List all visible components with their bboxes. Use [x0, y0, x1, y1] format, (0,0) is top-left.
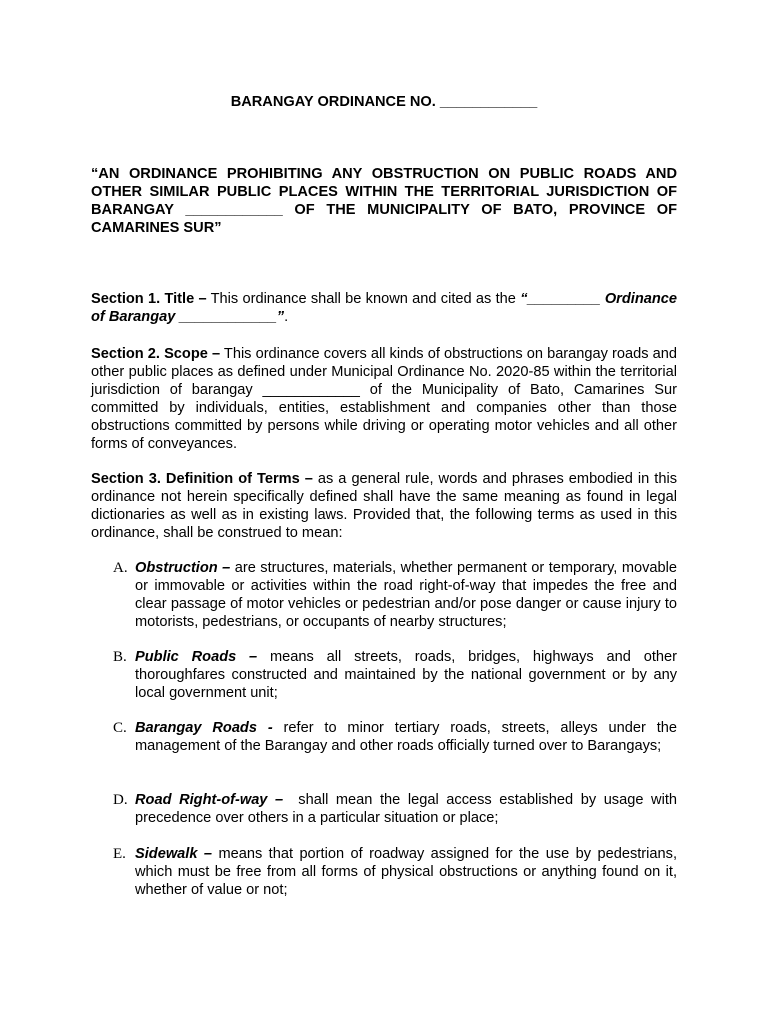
definition-text: refer to minor tertiary roads, streets, alleys under the management of the Barangay and other roads officially turned over to Barangays; [135, 720, 677, 754]
section-2-heading: Section 2. Scope – [91, 346, 221, 362]
ordinance-title: BARANGAY ORDINANCE NO. ____________ [230, 94, 538, 110]
section-1-end: . [284, 309, 289, 325]
definition-letter: E. [113, 846, 126, 862]
definition-body [135, 719, 677, 755]
section-1-heading: Section 1. Title – [91, 291, 207, 307]
definition-body [135, 648, 677, 702]
definition-term: Obstruction – [135, 560, 231, 576]
definition-term: Road Right-of-way – [135, 792, 284, 808]
definition-term: Barangay Roads - [135, 720, 273, 736]
ordinance-subtitle: “AN ORDINANCE PROHIBITING ANY OBSTRUCTION ON PUBLIC ROADS AND OTHER SIMILAR PUBLIC PLACES WITHIN THE TERRITORIAL JURISDICTION OF BARANGAY ____________ OF THE MUNICIPALITY OF BATO, PROVINCE OF CAMARINES SUR” [91, 166, 677, 236]
section-2-text: This ordinance covers all kinds of obstructions on barangay roads and other public places as defined under Municipal Ordinance No. 2020-85 within the territorial jurisdiction of barangay ____________ of the Municipality of Bato, Camarines Sur committed by individuals, entities, establishment and companies other than those obstructions committed by persons while driving or operating motor vehicles and all other forms of conveyances. [91, 346, 677, 452]
definition-body [135, 559, 677, 631]
definition-text: means all streets, roads, bridges, highways and other thoroughfares constructed and maintained by the national government or by any local government unit; [135, 649, 677, 701]
definition-term: Public Roads – [135, 649, 258, 665]
definition-term: Sidewalk – [135, 846, 213, 862]
definition-text: shall mean the legal access established by usage with precedence over others in a particular situation or place; [135, 792, 682, 826]
section-3-heading: Section 3. Definition of Terms – [91, 471, 313, 487]
definition-letter: A. [113, 560, 128, 576]
section-1-title [91, 290, 677, 326]
definition-body [135, 791, 682, 827]
section-1-cited-title: “_________ Ordinance of Barangay ____________” [91, 291, 677, 325]
section-2-scope [91, 345, 677, 453]
definition-body [135, 845, 677, 899]
section-3-text: as a general rule, words and phrases embodied in this ordinance not herein specifically defined shall have the same meaning as found in legal dictionaries as well as in existing laws. Provided that, the following terms as used in this ordinance, shall be construed to mean: [91, 471, 677, 541]
definition-letter: D. [113, 792, 128, 808]
definition-text: means that portion of roadway assigned for the use by pedestrians, which must be free from all forms of physical obstructions or anything found on it, whether of value or not; [135, 846, 677, 898]
definition-letter: C. [113, 720, 127, 736]
definition-text: are structures, materials, whether permanent or temporary, movable or immovable or activities within the road right-of-way that impedes the free and clear passage of motor vehicles or pedestrian and/or pose danger or cause injury to motorists, pedestrians, or occupants of nearby structures; [135, 560, 677, 630]
section-1-text: This ordinance shall be known and cited as the [206, 291, 521, 307]
section-3-definitions [91, 470, 677, 542]
definition-letter: B. [113, 649, 127, 665]
